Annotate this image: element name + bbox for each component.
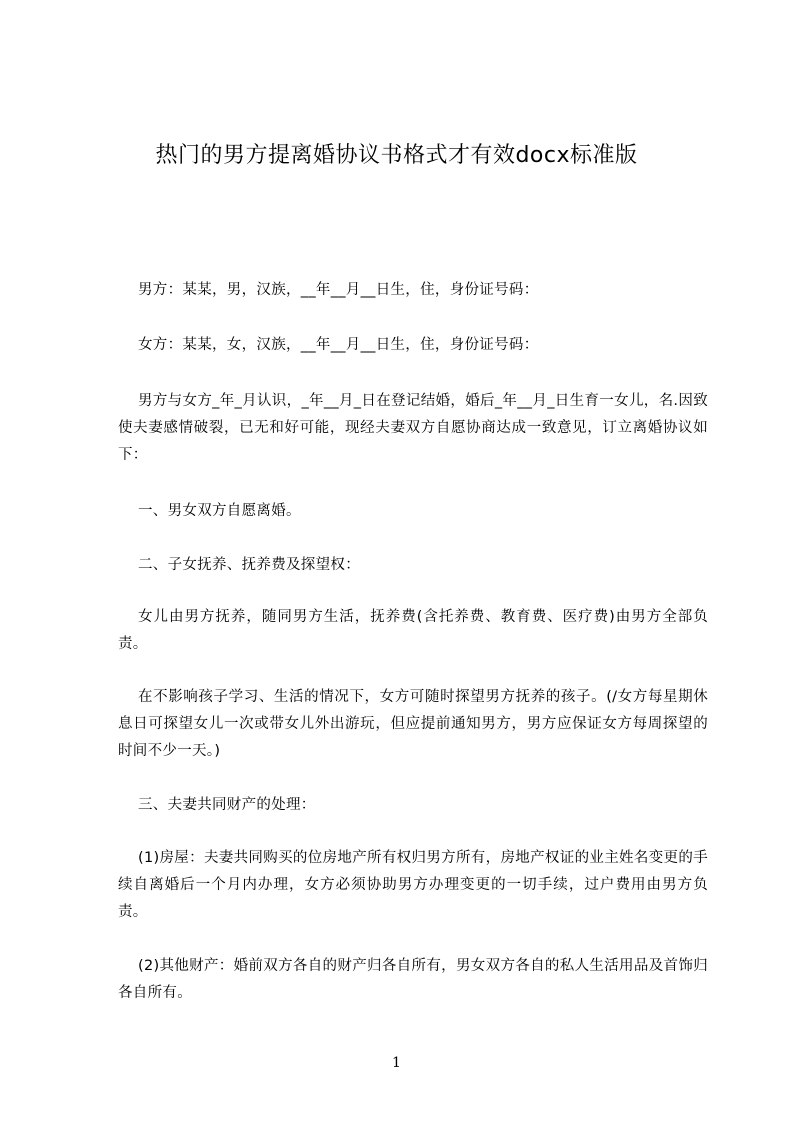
- paragraph-property-other: (2)其他财产：婚前双方各自的财产归各自所有，男女双方各自的私人生活用品及首饰归各自所有。: [118, 958, 708, 1001]
- paragraph-child-custody: 女儿由男方抚养，随同男方生活，抚养费(含托养费、教育费、医疗费)由男方全部负责。: [118, 609, 708, 652]
- paragraph-visitation-rights: 在不影响孩子学习、生活的情况下，女方可随时探望男方抚养的孩子。(/女方每星期休息日可探望女儿一次或带女儿外出游玩，但应提前通知男方，男方应保证女方每周探望的时间不少一天。): [118, 689, 708, 759]
- paragraph-clause-1: 一、男女双方自愿离婚。: [138, 503, 301, 519]
- paragraph-male-party: 男方：某某，男，汉族，__年__月__日生，住，身份证号码：: [138, 282, 539, 298]
- paragraph-clause-2-heading: 二、子女抚养、抚养费及探望权：: [138, 557, 360, 573]
- paragraph-marriage-background: 男方与女方_年_月认识，_年__月_日在登记结婚，婚后_年__月_日生育一女儿，名.因致使夫妻感情破裂，已无和好可能，现经夫妻双方自愿协商达成一致意见，订立离婚协议如下：: [118, 393, 708, 463]
- document-title: 热门的男方提离婚协议书格式才有效docx标准版: [155, 143, 638, 168]
- paragraph-female-party: 女方：某某，女，汉族，__年__月__日生，住，身份证号码：: [138, 337, 539, 353]
- paragraph-clause-3-heading: 三、夫妻共同财产的处理：: [138, 797, 316, 813]
- page-number: 1: [392, 1055, 401, 1071]
- paragraph-property-house: (1)房屋：夫妻共同购买的位房地产所有权归男方所有，房地产权证的业主姓名变更的手续自离婚后一个月内办理，女方必须协助男方办理变更的一切手续，过户费用由男方负责。: [118, 850, 708, 920]
